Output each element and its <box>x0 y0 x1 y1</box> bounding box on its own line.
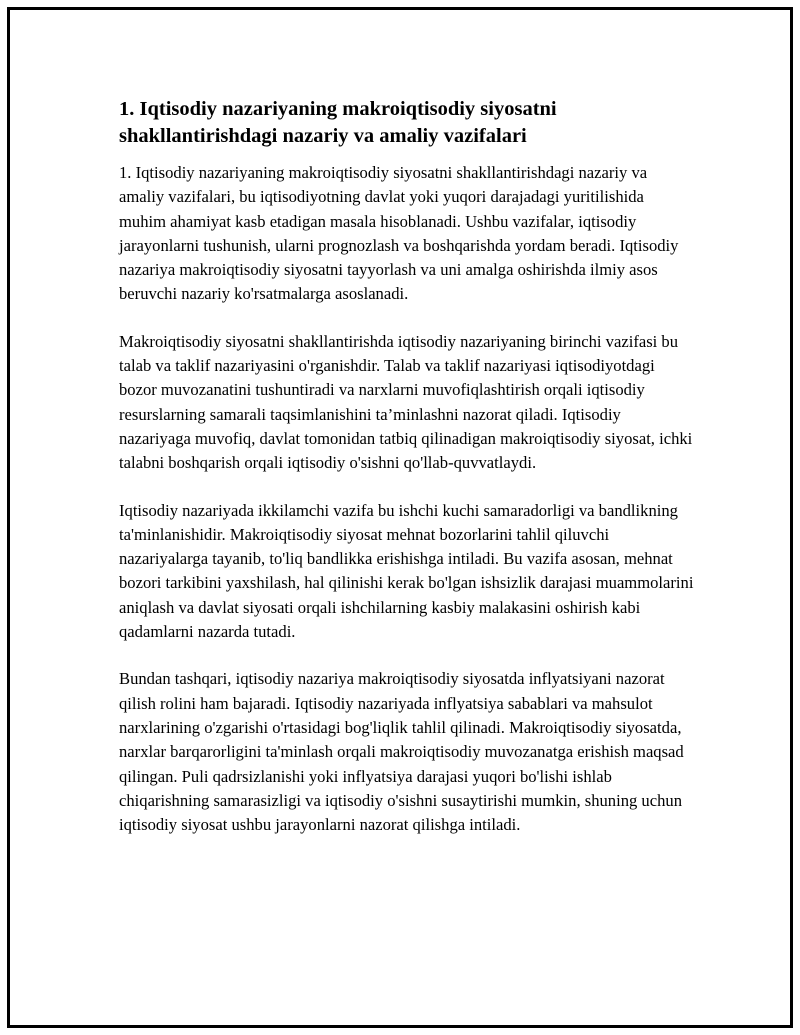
paragraph: Bundan tashqari, iqtisodiy nazariya makroiqtisodiy siyosatda inflyatsiyani nazorat qilish rolini ham bajaradi. Iqtisodiy nazariyada inflyatsiya sabablari va mahsulot narxlarining o'zgarishi o'rtasidagi bog'liqlik tahlil qilinadi. Makroiqtisodiy siyosatda, narxlar barqarorligini ta'minlash orqali makroiqtisodiy muvozanatga erishish maqsad qilingan. Puli qadrsizlanishi yoki inflyatsiya darajasi yuqori bo'lishi ishlab chiqarishning samarasizligi va iqtisodiy o'sishni susaytirishi mumkin, shuning uchun iqtisodiy siyosat ushbu jarayonlarni nazorat qilishga intiladi. <box>119 669 684 835</box>
page-frame <box>7 7 793 1028</box>
paragraph: Iqtisodiy nazariyada ikkilamchi vazifa bu ishchi kuchi samaradorligi va bandlikning ta'minlanishidir. Makroiqtisodiy siyosat mehnat bozorlarini tahlil qiluvchi nazariyalarga tayanib, to'liq bandlikka erishishga intiladi. Bu vazifa asosan, mehnat bozori tarkibini yaxshilash, hal qilinishi kerak bo'lgan ishsizlik darajasi muammolarini aniqlash va davlat siyosati orqali ishchilarning kasbiy malakasini oshirish kabi qadamlarni nazarda tutadi. <box>119 500 694 642</box>
paragraph: 1. Iqtisodiy nazariyaning makroiqtisodiy siyosatni shakllantirishdagi nazariy va amaliy vazifalari, bu iqtisodiyotning davlat yoki yuqori darajadagi yuritilishida muhim ahamiyat kasb etadigan masala hisoblanadi. Ushbu vazifalar, iqtisodiy jarayonlarni tushunish, ularni prognozlash va boshqarishda yordam beradi. Iqtisodiy nazariya makroiqtisodiy siyosatni tayyorlash va uni amalga oshirishda ilmiy asos beruvchi nazariy ko'rsatmalarga asoslanadi. <box>119 163 679 304</box>
document-body <box>119 96 694 860</box>
document-title: 1. Iqtisodiy nazariyaning makroiqtisodiy siyosatni shakllantirishdagi nazariy va amaliy vazifalari <box>119 98 557 147</box>
paragraph: Makroiqtisodiy siyosatni shakllantirishda iqtisodiy nazariyaning birinchi vazifasi bu talab va taklif nazariyasini o'rganishdir. Talab va taklif nazariyasi iqtisodiyotdagi bozor muvozanatini tushuntiradi va narxlarni muvofiqlashtirish orqali iqtisodiy resurslarning samarali taqsimlanishini ta’minlashni nazorat qiladi. Iqtisodiy nazariyaga muvofiq, davlat tomonidan tatbiq qilinadigan makroiqtisodiy siyosat, ichki talabni boshqarish orqali iqtisodiy o'sishni qo'llab-quvvatlaydi. <box>119 331 693 473</box>
